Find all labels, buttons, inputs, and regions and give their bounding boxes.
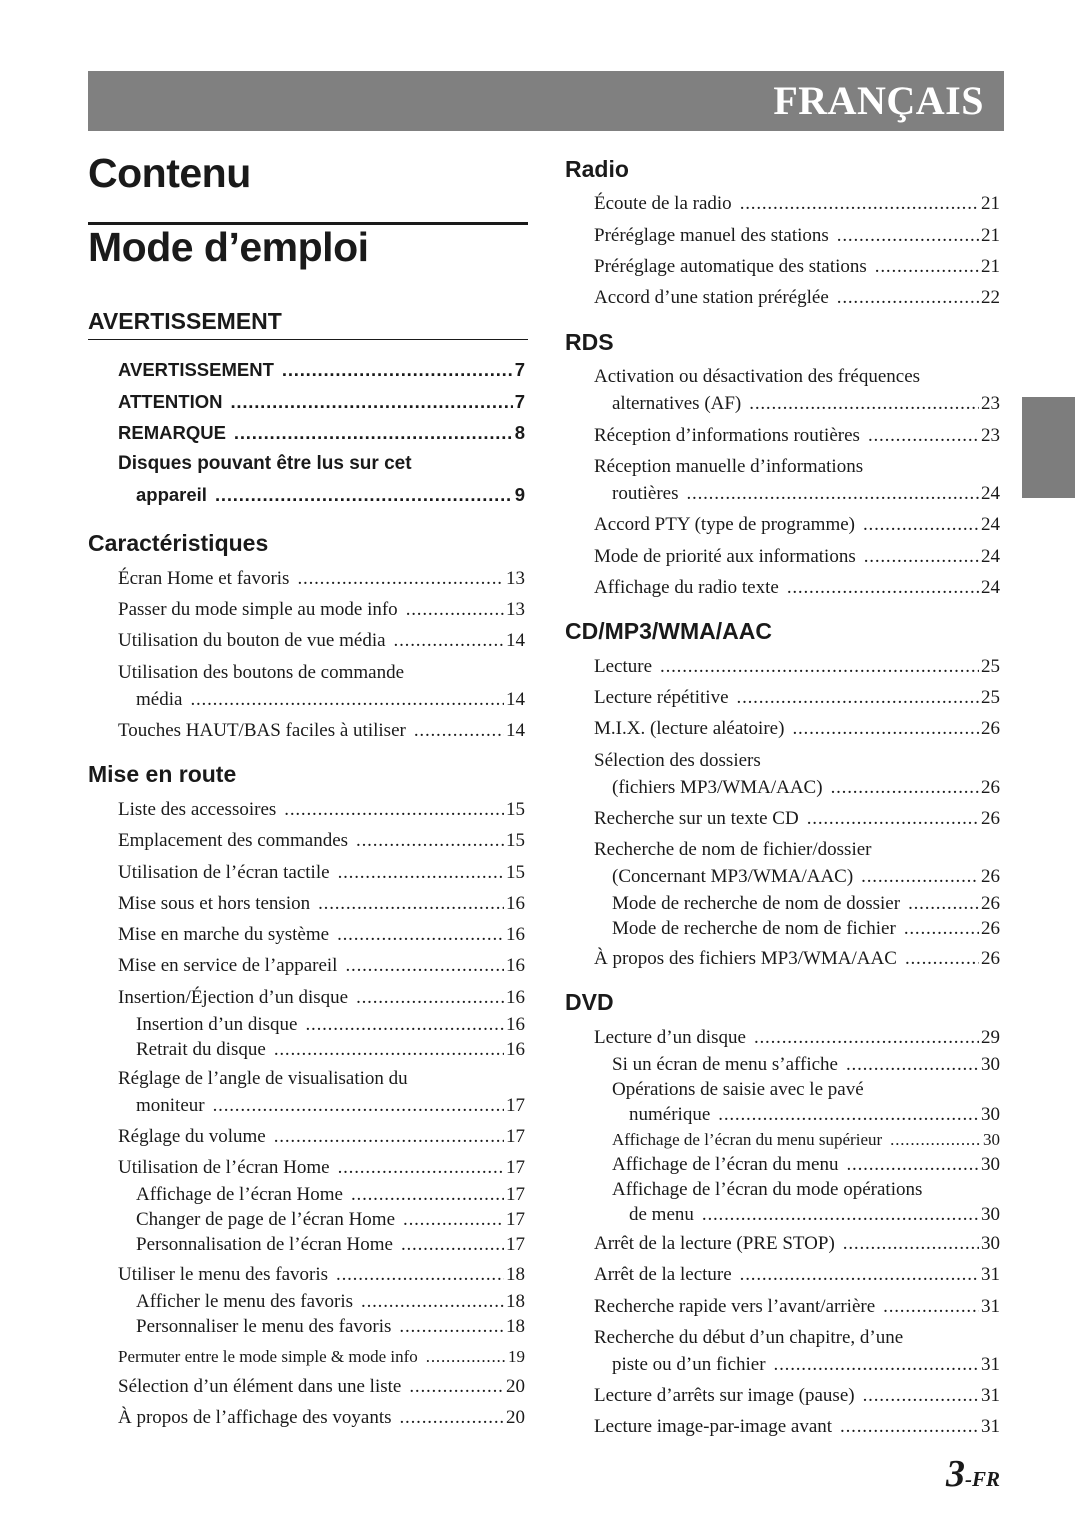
toc-leader-dots	[837, 286, 979, 310]
toc-page-number: 18	[506, 1316, 525, 1337]
toc-entry-label: Sélection d’un élément dans une liste	[118, 1376, 402, 1397]
toc-entry-label: Recherche rapide vers l’avant/arrière	[594, 1296, 876, 1317]
toc-leader-dots	[399, 1315, 504, 1339]
toc-leader-dots	[905, 947, 979, 971]
toc-page-number: 15	[506, 862, 525, 883]
toc-leader-dots	[740, 192, 979, 216]
toc-page-number: 31	[981, 1385, 1000, 1406]
toc-entry-label: numérique	[629, 1104, 711, 1125]
toc-page-number: 17	[506, 1184, 525, 1205]
toc-entry-label: Insertion d’un disque	[136, 1014, 298, 1035]
toc-entry-label: Affichage de l’écran du menu supérieur	[612, 1130, 883, 1149]
toc-entry-label: Réception d’informations routières	[594, 425, 860, 446]
toc-entry-label: Affichage du radio texte	[594, 577, 779, 598]
toc-entry[interactable]	[136, 483, 525, 507]
toc-leader-dots	[754, 1026, 979, 1050]
toc-entry[interactable]	[118, 829, 525, 853]
toc-page-number: 16	[506, 1014, 525, 1035]
toc-entry[interactable]	[118, 1125, 525, 1149]
toc-entry[interactable]	[594, 1384, 1000, 1408]
section-heading: RDS	[565, 329, 614, 355]
toc-page-number: 26	[981, 866, 1000, 887]
toc-entry[interactable]	[136, 688, 525, 712]
toc-subentry-first-line[interactable]: Opérations de saisie avec le pavé	[612, 1079, 864, 1100]
toc-page-number: 26	[981, 918, 1000, 939]
toc-entry-label: Réglage du volume	[118, 1126, 266, 1147]
toc-leader-dots	[846, 1053, 979, 1077]
toc-page-number: 24	[981, 577, 1000, 598]
toc-leader-dots	[414, 719, 504, 743]
toc-entry[interactable]	[118, 629, 525, 653]
toc-leader-dots	[908, 892, 979, 916]
toc-entry-label: (Concernant MP3/WMA/AAC)	[612, 866, 854, 887]
toc-page-number: 17	[506, 1209, 525, 1230]
toc-entry-label: Changer de page de l’écran Home	[136, 1209, 396, 1230]
toc-page-number: 19	[508, 1347, 525, 1366]
toc-entry-label: Lecture d’un disque	[594, 1027, 746, 1048]
toc-entry[interactable]	[118, 892, 525, 916]
toc-page-number: 25	[981, 656, 1000, 677]
toc-entry[interactable]	[594, 807, 1000, 831]
toc-entry-label: Retrait du disque	[136, 1039, 266, 1060]
toc-entry-label: À propos de l’affichage des voyants	[118, 1407, 392, 1428]
toc-entry[interactable]	[594, 655, 1000, 679]
toc-entry[interactable]	[594, 1232, 1000, 1256]
toc-entry[interactable]	[612, 482, 1000, 506]
toc-entry-first-line[interactable]: Activation ou désactivation des fréquences	[594, 366, 921, 387]
toc-entry-label: moniteur	[136, 1095, 205, 1116]
toc-leader-dots	[409, 1375, 504, 1399]
toc-page-number: 7	[514, 391, 525, 412]
toc-entry[interactable]	[594, 1263, 1000, 1287]
toc-entry[interactable]	[118, 1156, 525, 1180]
toc-entry-label: M.I.X. (lecture aléatoire)	[594, 718, 785, 739]
toc-leader-dots	[234, 421, 513, 445]
toc-leader-dots	[351, 1183, 504, 1207]
toc-entry-label: Passer du mode simple au mode info	[118, 599, 398, 620]
toc-entry-label: Si un écran de menu s’affiche	[612, 1054, 838, 1075]
toc-entry-label: Touches HAUT/BAS faciles à utiliser	[118, 720, 406, 741]
toc-page-number: 30	[983, 1130, 1000, 1149]
toc-entry[interactable]	[118, 358, 525, 382]
toc-page-number: 21	[981, 225, 1000, 246]
toc-leader-dots	[787, 576, 979, 600]
toc-page-number: 31	[981, 1264, 1000, 1285]
toc-entry-label: appareil	[136, 484, 207, 505]
toc-page-number: 16	[506, 955, 525, 976]
toc-page-number: 24	[981, 546, 1000, 567]
toc-page-number: 16	[506, 924, 525, 945]
toc-leader-dots	[338, 861, 504, 885]
toc-subentry[interactable]	[629, 1203, 1000, 1227]
toc-entry-label: Utilisation du bouton de vue média	[118, 630, 386, 651]
toc-entry[interactable]	[118, 421, 525, 445]
toc-leader-dots	[190, 688, 504, 712]
toc-subentry[interactable]	[136, 1183, 525, 1207]
toc-entry-label: AVERTISSEMENT	[118, 359, 274, 380]
toc-page-number: 16	[506, 893, 525, 914]
toc-entry-label: alternatives (AF)	[612, 393, 742, 414]
toc-entry-label: Emplacement des commandes	[118, 830, 349, 851]
toc-subentry[interactable]	[612, 1128, 1000, 1152]
toc-entry-label: Accord d’une station préréglée	[594, 287, 829, 308]
toc-leader-dots	[890, 1128, 981, 1152]
toc-entry-first-line[interactable]: Disques pouvant être lus sur cet	[118, 453, 412, 474]
toc-entry[interactable]	[594, 286, 1000, 310]
toc-entry[interactable]	[118, 1406, 525, 1430]
toc-entry[interactable]	[612, 392, 1000, 416]
toc-leader-dots	[718, 1103, 979, 1127]
toc-leader-dots	[336, 1263, 504, 1287]
toc-page-number: 30	[981, 1054, 1000, 1075]
toc-subentry[interactable]	[136, 1315, 525, 1339]
toc-leader-dots	[230, 390, 512, 414]
toc-leader-dots	[297, 567, 504, 591]
toc-entry-label: (fichiers MP3/WMA/AAC)	[612, 777, 823, 798]
toc-entry[interactable]	[594, 947, 1000, 971]
toc-entry[interactable]	[594, 224, 1000, 248]
toc-entry-label: Insertion/Éjection d’un disque	[118, 987, 349, 1008]
toc-entry[interactable]	[118, 954, 525, 978]
toc-entry[interactable]	[118, 923, 525, 947]
toc-entry[interactable]	[594, 717, 1000, 741]
toc-leader-dots	[318, 892, 504, 916]
toc-entry[interactable]	[118, 598, 525, 622]
toc-entry[interactable]	[594, 513, 1000, 537]
toc-page-number: 17	[506, 1234, 525, 1255]
toc-entry-label: Affichage de l’écran du menu	[612, 1154, 839, 1175]
toc-entry[interactable]	[118, 1263, 525, 1287]
toc-leader-dots	[394, 629, 504, 653]
toc-entry-label: ATTENTION	[118, 391, 223, 412]
toc-entry[interactable]	[612, 1353, 1000, 1377]
toc-leader-dots	[864, 545, 979, 569]
toc-entry[interactable]	[594, 1415, 1000, 1439]
page-number-value: 3	[946, 1453, 965, 1495]
toc-subentry-first-line[interactable]: Affichage de l’écran du mode opérations	[612, 1179, 923, 1200]
toc-page-number: 24	[981, 483, 1000, 504]
toc-entry[interactable]	[594, 576, 1000, 600]
toc-entry-label: Lecture d’arrêts sur image (pause)	[594, 1385, 855, 1406]
toc-subentry[interactable]	[612, 1053, 1000, 1077]
toc-page-number: 16	[506, 1039, 525, 1060]
toc-page-number: 30	[981, 1233, 1000, 1254]
toc-page-number: 26	[981, 893, 1000, 914]
toc-leader-dots	[843, 1232, 979, 1256]
toc-page-number: 17	[506, 1157, 525, 1178]
toc-page-number: 31	[981, 1296, 1000, 1317]
toc-leader-dots	[686, 482, 979, 506]
toc-page-number: 14	[506, 689, 525, 710]
toc-entry-label: média	[136, 689, 183, 710]
toc-entry-label: Mise sous et hors tension	[118, 893, 311, 914]
toc-entry-label: Recherche sur un texte CD	[594, 808, 799, 829]
toc-page-number: 31	[981, 1354, 1000, 1375]
toc-leader-dots	[356, 829, 504, 853]
toc-entry-label: Utiliser le menu des favoris	[118, 1264, 329, 1285]
toc-page-number: 26	[981, 808, 1000, 829]
toc-page-number: 25	[981, 687, 1000, 708]
toc-entry-label: routières	[612, 483, 679, 504]
toc-page-number: 18	[506, 1264, 525, 1285]
toc-page-number: 20	[506, 1376, 525, 1397]
toc-entry-first-line[interactable]: Réglage de l’angle de visualisation du	[118, 1068, 408, 1089]
toc-subentry[interactable]	[629, 1103, 1000, 1127]
toc-entry-label: Lecture image-par-image avant	[594, 1416, 833, 1437]
toc-entry[interactable]	[118, 390, 525, 414]
toc-entry-label: Mise en service de l’appareil	[118, 955, 338, 976]
section-heading: Mise en route	[88, 761, 237, 787]
toc-leader-dots	[337, 923, 504, 947]
toc-page-number: 21	[981, 256, 1000, 277]
toc-page-number: 13	[506, 599, 525, 620]
language-label: FRANÇAIS	[773, 78, 984, 123]
toc-page-number: 7	[514, 359, 525, 380]
section-rule	[88, 339, 528, 340]
section-heading: DVD	[565, 989, 614, 1015]
toc-entry-label: Mode de recherche de nom de dossier	[612, 893, 901, 914]
page-language-suffix: -FR	[965, 1467, 1001, 1491]
toc-leader-dots	[831, 776, 979, 800]
toc-page-number: 14	[506, 630, 525, 651]
toc-entry-label: Mode de recherche de nom de fichier	[612, 918, 896, 939]
toc-entry[interactable]	[118, 861, 525, 885]
toc-page-number: 21	[981, 193, 1000, 214]
toc-page-number: 26	[981, 777, 1000, 798]
toc-entry-label: Préréglage automatique des stations	[594, 256, 867, 277]
toc-entry-label: Affichage de l’écran Home	[136, 1184, 343, 1205]
language-header-bar	[88, 71, 1004, 131]
toc-leader-dots	[305, 1013, 504, 1037]
toc-subentry[interactable]	[612, 892, 1000, 916]
toc-page-number: 9	[514, 484, 525, 505]
toc-entry[interactable]	[594, 1295, 1000, 1319]
toc-page-number: 15	[506, 830, 525, 851]
toc-entry[interactable]	[118, 1345, 525, 1369]
toc-page-number: 17	[506, 1095, 525, 1116]
toc-page-number: 30	[981, 1154, 1000, 1175]
section-heading: AVERTISSEMENT	[88, 308, 282, 334]
toc-leader-dots	[904, 917, 979, 941]
toc-entry-label: Lecture	[594, 656, 653, 677]
toc-leader-dots	[861, 865, 979, 889]
toc-entry-label: Personnaliser le menu des favoris	[136, 1316, 392, 1337]
toc-entry[interactable]	[612, 865, 1000, 889]
toc-leader-dots	[213, 1094, 504, 1118]
toc-leader-dots	[737, 686, 979, 710]
toc-entry-label: piste ou d’un fichier	[612, 1354, 766, 1375]
toc-entry[interactable]	[118, 567, 525, 591]
toc-leader-dots	[740, 1263, 979, 1287]
toc-entry-first-line[interactable]: Réception manuelle d’informations	[594, 456, 864, 477]
toc-subentry[interactable]	[136, 1013, 525, 1037]
toc-leader-dots	[426, 1345, 506, 1369]
toc-leader-dots	[274, 1038, 504, 1062]
toc-subentry[interactable]	[136, 1038, 525, 1062]
toc-leader-dots	[400, 1406, 505, 1430]
toc-page-number: 15	[506, 799, 525, 820]
toc-page-number: 30	[981, 1104, 1000, 1125]
page-title: Contenu	[88, 150, 251, 196]
toc-subentry[interactable]	[612, 1153, 1000, 1177]
toc-entry-label: Arrêt de la lecture	[594, 1264, 732, 1285]
toc-entry-first-line[interactable]: Sélection des dossiers	[594, 750, 761, 771]
toc-entry-label: Lecture répétitive	[594, 687, 729, 708]
toc-leader-dots	[807, 807, 979, 831]
toc-leader-dots	[274, 1125, 504, 1149]
toc-page-number: 29	[981, 1027, 1000, 1048]
section-heading: Radio	[565, 156, 629, 182]
toc-entry-first-line[interactable]: Recherche du début d’un chapitre, d’une	[594, 1327, 904, 1348]
toc-page-number: 31	[981, 1416, 1000, 1437]
toc-entry[interactable]	[118, 719, 525, 743]
toc-leader-dots	[749, 392, 979, 416]
toc-leader-dots	[875, 255, 979, 279]
toc-page-number: 30	[981, 1204, 1000, 1225]
toc-page-number: 20	[506, 1407, 525, 1428]
toc-page-number: 17	[506, 1126, 525, 1147]
toc-leader-dots	[282, 358, 513, 382]
toc-entry[interactable]	[594, 1026, 1000, 1050]
toc-leader-dots	[837, 224, 979, 248]
section-heading: Caractéristiques	[88, 530, 269, 556]
toc-page-number: 8	[514, 422, 525, 443]
toc-entry[interactable]	[594, 192, 1000, 216]
toc-entry-label: Préréglage manuel des stations	[594, 225, 829, 246]
toc-entry-label: Utilisation de l’écran tactile	[118, 862, 330, 883]
toc-entry-first-line[interactable]: Utilisation des boutons de commande	[118, 662, 405, 683]
toc-leader-dots	[792, 717, 979, 741]
toc-entry-label: Mode de priorité aux informations	[594, 546, 856, 567]
toc-entry[interactable]	[118, 1375, 525, 1399]
toc-leader-dots	[660, 655, 979, 679]
section-side-tab	[1022, 397, 1075, 498]
toc-entry-label: Mise en marche du système	[118, 924, 330, 945]
toc-entry-label: Liste des accessoires	[118, 799, 277, 820]
toc-leader-dots	[840, 1415, 979, 1439]
toc-leader-dots	[215, 483, 513, 507]
toc-page-number: 24	[981, 514, 1000, 535]
toc-entry[interactable]	[594, 255, 1000, 279]
toc-entry-label: Écran Home et favoris	[118, 568, 290, 589]
toc-leader-dots	[401, 1233, 504, 1257]
toc-entry-first-line[interactable]: Recherche de nom de fichier/dossier	[594, 839, 872, 860]
toc-entry[interactable]	[136, 1094, 525, 1118]
toc-entry-label: de menu	[629, 1204, 694, 1225]
toc-page-number: 18	[506, 1291, 525, 1312]
toc-entry-label: Accord PTY (type de programme)	[594, 514, 855, 535]
toc-entry-label: Personnalisation de l’écran Home	[136, 1234, 393, 1255]
toc-leader-dots	[868, 424, 979, 448]
toc-leader-dots	[361, 1290, 504, 1314]
manual-title: Mode d’emploi	[88, 224, 369, 270]
toc-leader-dots	[356, 986, 504, 1010]
toc-leader-dots	[406, 598, 504, 622]
toc-subentry[interactable]	[136, 1233, 525, 1257]
toc-page-number: 26	[981, 948, 1000, 969]
toc-entry[interactable]	[594, 545, 1000, 569]
toc-leader-dots	[338, 1156, 504, 1180]
toc-entry-label: Écoute de la radio	[594, 193, 732, 214]
toc-subentry[interactable]	[612, 917, 1000, 941]
toc-entry[interactable]	[612, 776, 1000, 800]
toc-entry-label: À propos des fichiers MP3/WMA/AAC	[594, 948, 897, 969]
toc-page-number: 14	[506, 720, 525, 741]
toc-page-number: 23	[981, 425, 1000, 446]
toc-subentry[interactable]	[136, 1290, 525, 1314]
section-heading: CD/MP3/WMA/AAC	[565, 618, 772, 644]
toc-entry[interactable]	[118, 986, 525, 1010]
toc-leader-dots	[774, 1353, 979, 1377]
toc-subentry[interactable]	[136, 1208, 525, 1232]
toc-entry[interactable]	[594, 424, 1000, 448]
toc-entry[interactable]	[594, 686, 1000, 710]
toc-leader-dots	[702, 1203, 979, 1227]
toc-entry-label: Utilisation de l’écran Home	[118, 1157, 330, 1178]
toc-leader-dots	[403, 1208, 504, 1232]
toc-leader-dots	[863, 1384, 979, 1408]
toc-leader-dots	[883, 1295, 979, 1319]
toc-leader-dots	[345, 954, 504, 978]
toc-entry-label: Arrêt de la lecture (PRE STOP)	[594, 1233, 835, 1254]
toc-entry-label: REMARQUE	[118, 422, 226, 443]
toc-entry[interactable]	[118, 798, 525, 822]
toc-leader-dots	[847, 1153, 980, 1177]
toc-leader-dots	[863, 513, 979, 537]
toc-page-number: 22	[981, 287, 1000, 308]
toc-entry-label: Permuter entre le mode simple & mode info	[118, 1347, 418, 1366]
toc-entry-label: Afficher le menu des favoris	[136, 1291, 354, 1312]
toc-page-number: 13	[506, 568, 525, 589]
page-number	[946, 1452, 1000, 1496]
toc-page-number: 16	[506, 987, 525, 1008]
toc-page-number: 23	[981, 393, 1000, 414]
toc-leader-dots	[284, 798, 504, 822]
toc-page-number: 26	[981, 718, 1000, 739]
